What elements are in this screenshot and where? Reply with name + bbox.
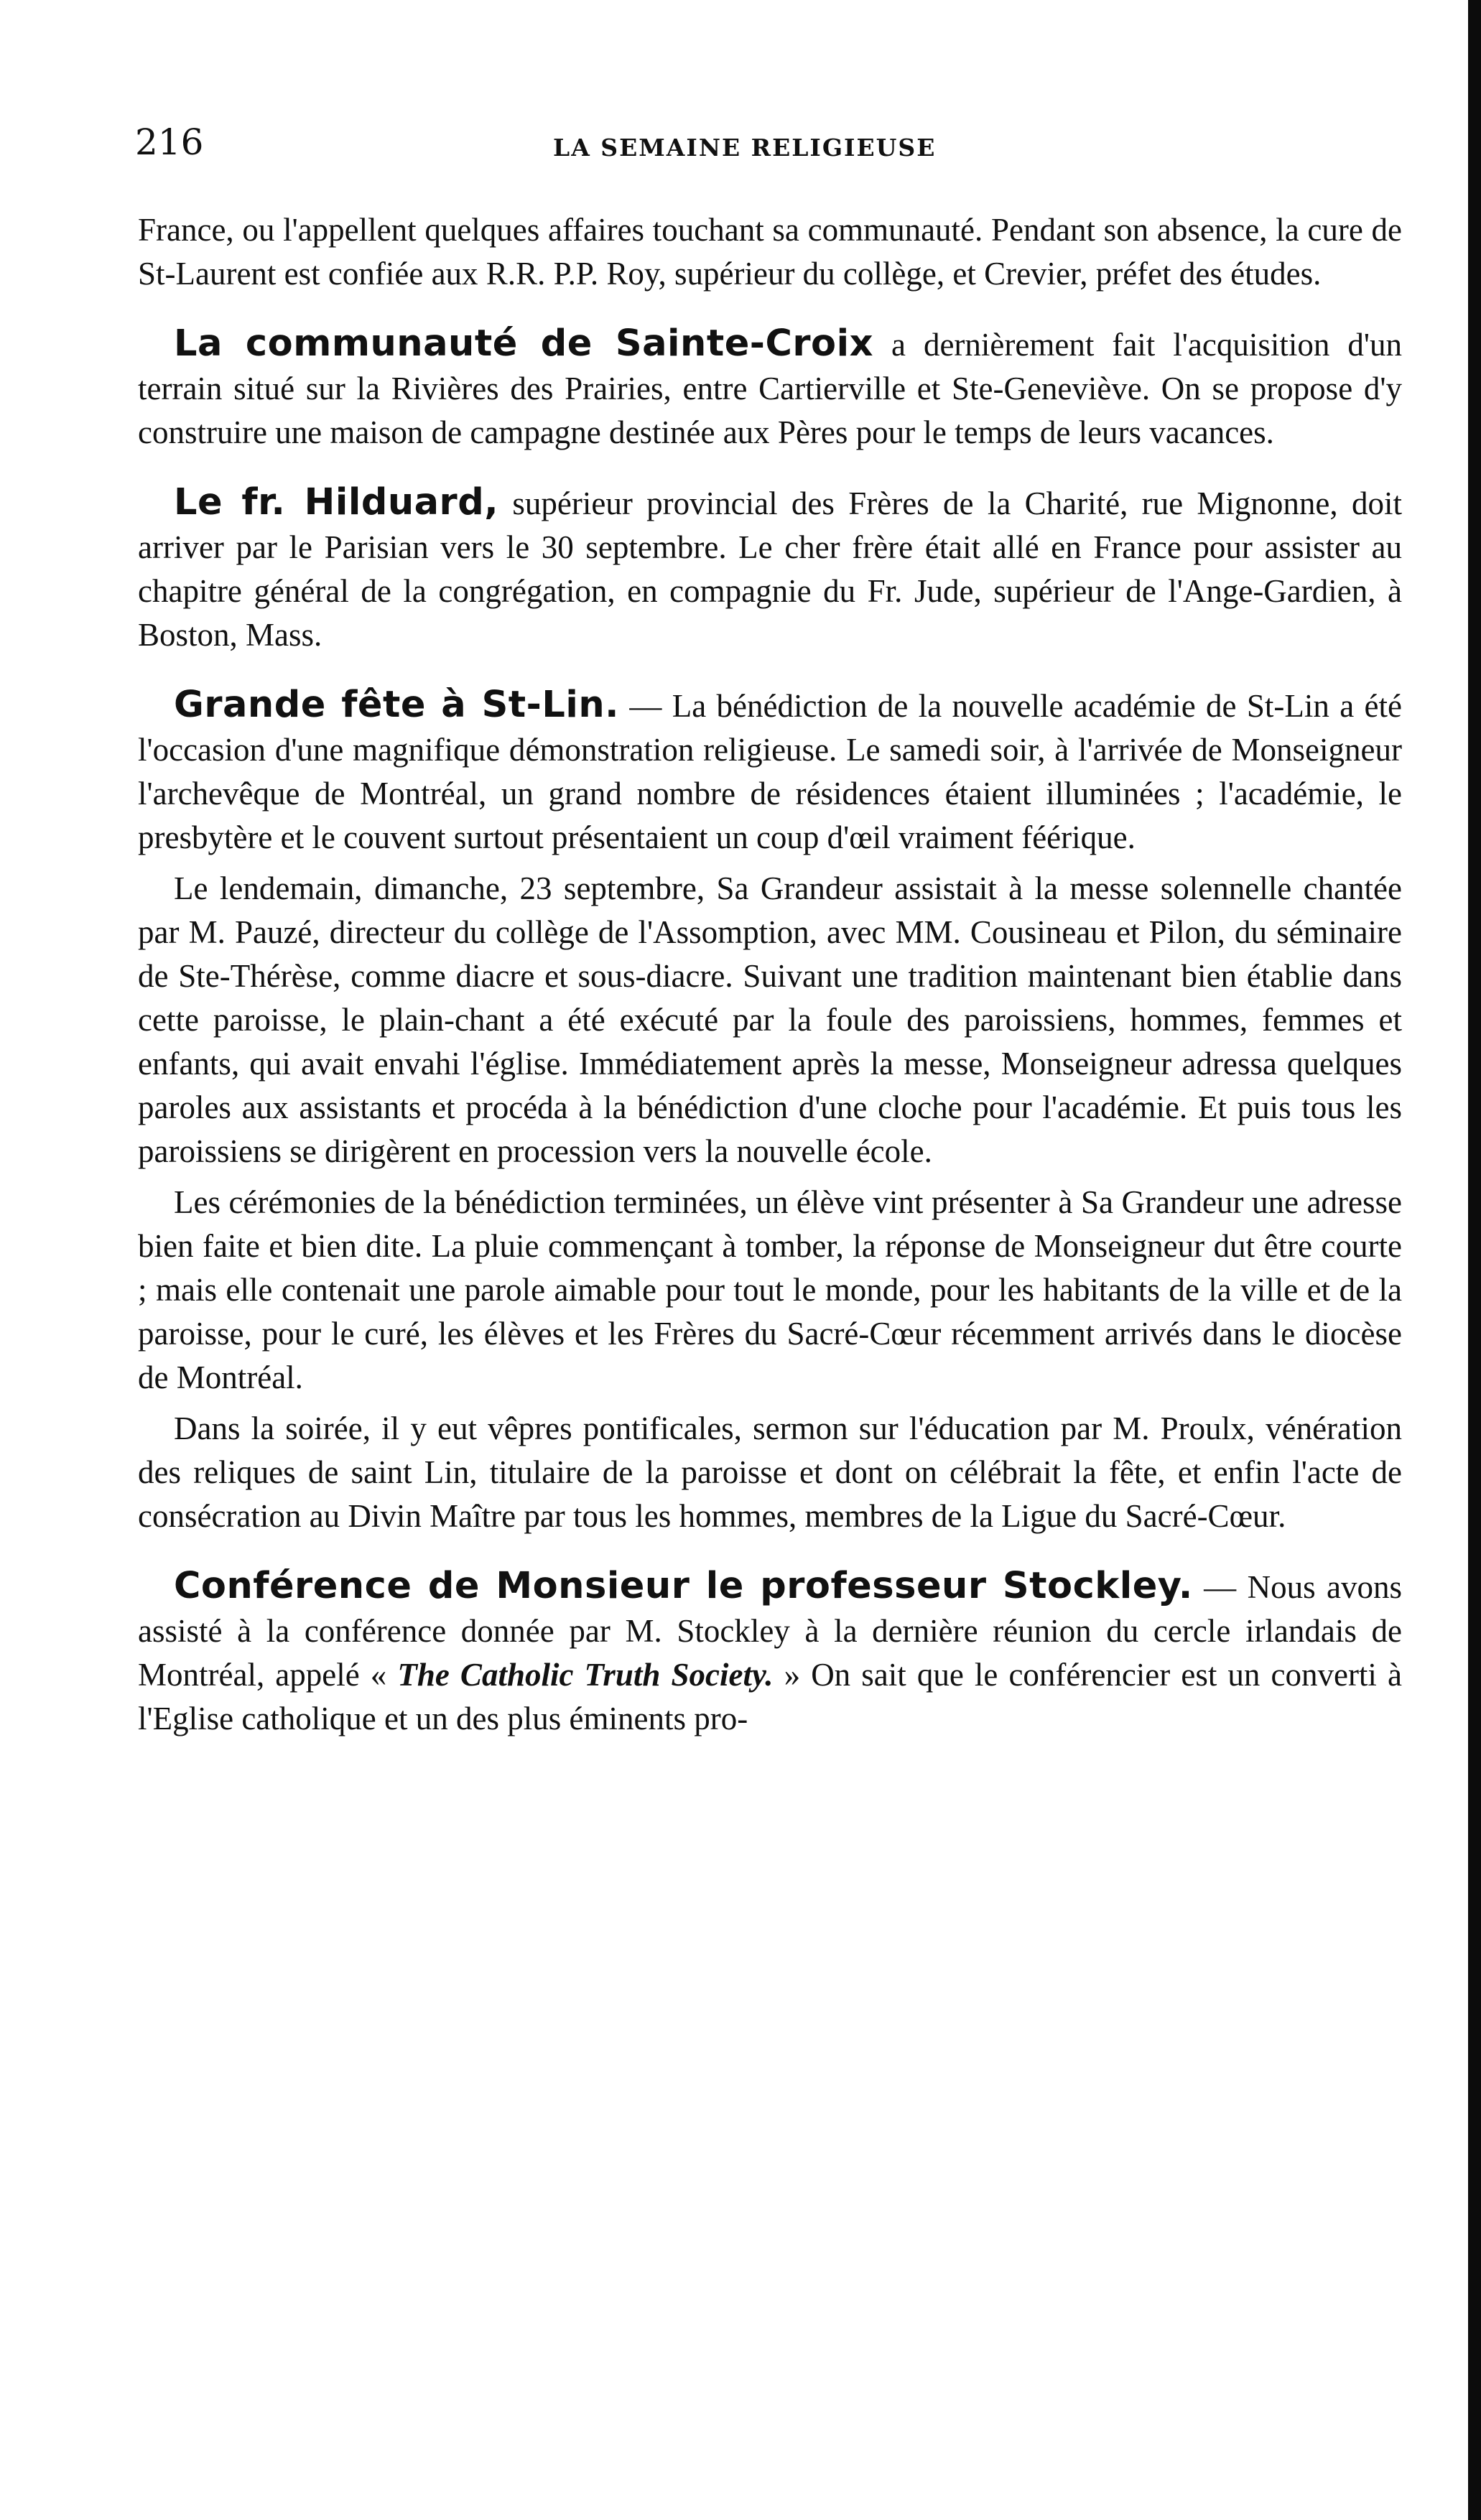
paragraph-7-text: Dans la soirée, il y eut vêpres pontificales, sermon sur l'éducation par M. Proulx, vénération des reliques de saint Lin, titulaire de la paroisse et dont on célébrait la fête, et enfin l'acte de consécration au Divin Maître par tous les hommes, membres de la Ligue du Sacré-Cœur. — [138, 1410, 1402, 1534]
paragraph-8-text-a: — Nous avons assisté à la conférence donnée par M. Stockley à la dernière réunion du cercle irlandais de Montréal, appelé « — [138, 1569, 1402, 1693]
paragraph-8-lead: Conférence de Monsieur le professeur Stockley. — [174, 1565, 1193, 1607]
paragraph-6-text: Les cérémonies de la bénédiction terminées, un élève vint présenter à Sa Grandeur une adresse bien faite et bien dite. La pluie commençant à tomber, la réponse de Monseigneur dut être courte ; mais elle contenait une parole aimable pour tout le monde, pour les habitants de la ville et de la paroisse, pour le curé, les élèves et les Frères du Sacré-Cœur récemment arrivés dans le diocèse de Montréal. — [138, 1184, 1402, 1395]
page-edge-shadow — [1468, 0, 1481, 2520]
running-head: LA SEMAINE RELIGIEUSE — [553, 134, 937, 162]
paragraph-2-text: a dernièrement fait l'acquisition d'un terrain situé sur la Rivières des Prairies, entre Cartierville et Ste-Geneviève. On se propose d'y construire une maison de campagne destinée aux Pères pour le temps de leurs vacances. — [138, 327, 1402, 450]
page-number: 216 — [135, 121, 204, 163]
paragraph-3 — [138, 480, 1402, 657]
paragraph-8-society-name: The Catholic Truth Society. — [397, 1657, 774, 1693]
paragraph-2 — [138, 322, 1402, 455]
paragraph-4-text: — La bénédiction de la nouvelle académie de St-Lin a été l'occasion d'une magnifique démonstration religieuse. Le samedi soir, à l'arrivée de Monseigneur l'archevêque de Montréal, un grand nombre de résidences étaient illuminées ; l'académie, le presbytère et le couvent surtout présentaient un coup d'œil vraiment féérique. — [138, 688, 1402, 855]
paragraph-8-text-b: » On sait que le conférencier est un converti à l'Eglise catholique et un des plus éminents pro- — [138, 1657, 1402, 1736]
paragraph-3-lead: Le fr. Hilduard, — [174, 481, 499, 524]
paragraph-1 — [138, 208, 1402, 296]
paragraph-5-text: Le lendemain, dimanche, 23 septembre, Sa Grandeur assistait à la messe solennelle chantée par M. Pauzé, directeur du collège de l'Assomption, avec MM. Cousineau et Pilon, du séminaire de Ste-Thérèse, comme diacre et sous-diacre. Suivant une tradition maintenant bien établie dans cette paroisse, le plain-chant a été exécuté par la foule des paroissiens, hommes, femmes et enfants, qui avait envahi l'église. Immédiatement après la messe, Monseigneur adressa quelques paroles aux assistants et procéda à la bénédiction d'une cloche pour l'académie. Et puis tous les paroissiens se dirigèrent en procession vers la nouvelle école. — [138, 870, 1402, 1169]
page-header — [135, 121, 1406, 171]
paragraph-4 — [138, 683, 1402, 860]
paragraph-4-lead: Grande fête à St-Lin. — [174, 684, 620, 726]
paragraph-6 — [138, 1181, 1402, 1400]
paragraph-2-lead: La communauté de Sainte-Croix — [174, 322, 873, 365]
article-body — [138, 208, 1402, 1741]
paragraph-8 — [138, 1564, 1402, 1741]
paragraph-7 — [138, 1407, 1402, 1538]
paragraph-5 — [138, 867, 1402, 1173]
paragraph-1-text: France, ou l'appellent quelques affaires touchant sa communauté. Pendant son absence, la cure de St-Laurent est confiée aux R.R. P.P. Roy, supérieur du collège, et Crevier, préfet des études. — [138, 212, 1402, 292]
paragraph-3-text: supérieur provincial des Frères de la Charité, rue Mignonne, doit arriver par le Parisian vers le 30 septembre. Le cher frère était allé en France pour assister au chapitre général de la congrégation, en compagnie du Fr. Jude, supérieur de l'Ange-Gardien, à Boston, Mass. — [138, 485, 1402, 653]
